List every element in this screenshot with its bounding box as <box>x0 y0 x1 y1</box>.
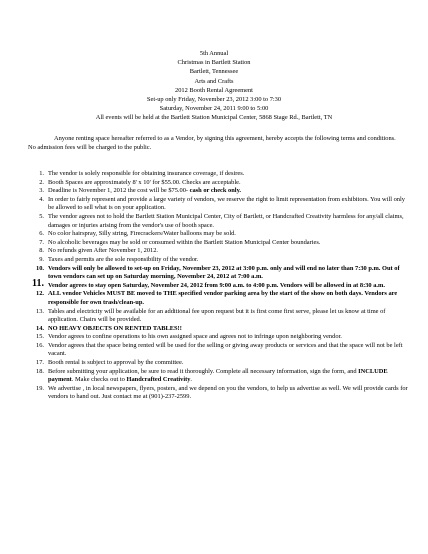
term-item <box>24 187 408 196</box>
term-number: 8. <box>39 247 44 255</box>
term-number: 14. <box>36 324 44 332</box>
term-number: 11. <box>32 277 44 289</box>
term-number: 6. <box>39 230 44 238</box>
header-line-location: Bartlett, Tennessee <box>189 68 239 76</box>
terms-list <box>24 170 408 402</box>
term-number: 5. <box>39 212 44 220</box>
term-text: Vendor agrees to stay open Saturday, November 24, 2012 from 9:00 a.m. to 4:00 p.m. Vendors will be allowed in at 8:30 a.m. <box>48 281 385 289</box>
term-item <box>24 213 408 230</box>
header-line-edition: 5th Annual <box>199 50 229 57</box>
term-number: 13. <box>36 307 44 315</box>
term-text: No alcoholic beverages may be sold or consumed within the Bartlett Station Municipal Center boundaries. <box>48 238 321 246</box>
term-text: . <box>190 376 193 384</box>
term-item <box>24 368 408 385</box>
term-text: No refunds given After November 1, 2012. <box>48 247 159 255</box>
term-text: The vendor agrees not to hold the Bartlett Station Municipal Center, City of Bartlett, or Handcrafted Creativity harmless for any/all claims, damages or injuries arising from the vendor's use of booth space. <box>48 212 404 229</box>
term-item <box>24 265 408 282</box>
header-line-venue: All events will be held at the Bartlett Station Municipal Center, 5868 Stage Rd., Bartlett, TN <box>95 114 333 122</box>
term-text: Taxes and permits are the sole responsibility of the vendor. <box>48 255 199 263</box>
term-number: 7. <box>39 238 44 246</box>
term-item <box>24 325 408 334</box>
term-number: 2. <box>39 178 44 186</box>
header-line-setup-time: Set-up only Friday, November 23, 2012 3:00 to 7:30 <box>146 96 282 104</box>
term-item <box>24 239 408 248</box>
term-item <box>24 359 408 368</box>
term-number: 17. <box>36 359 44 367</box>
term-text: . Make checks out to <box>71 376 127 384</box>
term-number: 10. <box>36 264 44 272</box>
document-header <box>0 49 428 123</box>
term-text: Tables and electricity will be available for an additional fee upon request but it is first come first serve, please let us know at time of application. Chairs will be provided. <box>48 307 386 324</box>
header-line-event-title: Christmas in Bartlett Station <box>177 59 251 67</box>
term-number: 12. <box>36 290 44 298</box>
header-line-event-time: Saturday, November 24, 2011 9:00 to 5:00 <box>159 105 269 113</box>
intro-paragraph: Anyone renting space hereafter referred to as a Vendor, by signing this agreement, hereby accepts the following terms and conditions. No admission fees will be charged to the public. <box>28 135 396 152</box>
term-number: 3. <box>39 187 44 195</box>
term-item <box>24 256 408 265</box>
term-text: Vendor agrees to confine operations to his own assigned space and agrees not to infringe upon neighboring vendor. <box>48 333 342 341</box>
term-number: 16. <box>36 341 44 349</box>
term-text: Booth rental is subject to approval by the committee. <box>48 359 184 367</box>
term-number: 4. <box>39 195 44 203</box>
term-item <box>24 170 408 179</box>
term-item <box>24 179 408 188</box>
term-text: ALL vendor Vehicles MUST BE moved to THE specified vendor parking area by the start of the show on both days. Vendors are responsible for own trash/clean-up. <box>48 290 398 306</box>
term-item <box>24 230 408 239</box>
term-text: Before submitting your application, be sure to read it thoroughly. Complete all necessary information, sign the form, and <box>48 367 359 375</box>
term-text: The vendor is solely responsible for obtaining insurance coverage, if desires. <box>48 170 245 177</box>
term-item <box>24 308 408 325</box>
term-item <box>24 247 408 256</box>
term-item <box>24 385 408 402</box>
term-item <box>24 196 408 213</box>
term-number: 19. <box>36 384 44 392</box>
term-text: Vendor agrees that the space being rented will be used for the selling or giving away products or services and that the space will not be left vacant. <box>48 341 403 358</box>
term-item <box>24 333 408 342</box>
term-number: 15. <box>36 333 44 341</box>
term-text: Vendors will only be allowed to set-up on Friday, November 23, 2012 at 3:00 p.m. only and will end no later than 7:30 p.m. Out of town vendors can set up on Saturday morning, November 24, 2012 at 7:00 a.m. <box>48 264 400 281</box>
term-item <box>24 277 408 291</box>
term-text: In order to fairly represent and provide a large variety of vendors, we reserve the right to limit representation from exhibitors. You will only be allowed to sell what is on your application. <box>48 195 405 212</box>
term-text: We advertise , in local newspapers, flyers, posters, and we depend on you the vendors, to help us advertise as well. We will provide cards for vendors to hand out. Just contact me at (901)-237-2599. <box>48 384 408 401</box>
term-number: 18. <box>36 367 44 375</box>
header-line-category: Arts and Crafts <box>194 77 234 85</box>
header-line-agreement-title: 2012 Booth Rental Agreement <box>175 86 253 94</box>
term-item <box>24 342 408 359</box>
term-number: 1. <box>39 170 44 177</box>
term-text: No color hairspray, Silly string, Firecrackers/Water balloons may be sold. <box>48 230 236 238</box>
term-text-bold: cash or check only. <box>188 187 242 195</box>
term-text-bold: Handcrafted Creativity <box>126 376 191 384</box>
term-text: Deadline is November 1, 2012 the cost will be $75.00- <box>48 187 189 195</box>
term-number: 9. <box>39 255 44 263</box>
term-item <box>24 290 408 307</box>
term-text-bold: INCLUDE payment <box>48 367 388 384</box>
term-text: NO HEAVY OBJECTS ON RENTED TABLES!! <box>48 324 182 332</box>
term-text: Booth Spaces are approximately 8' x 10' for $55.00. Checks are acceptable. <box>48 178 241 186</box>
